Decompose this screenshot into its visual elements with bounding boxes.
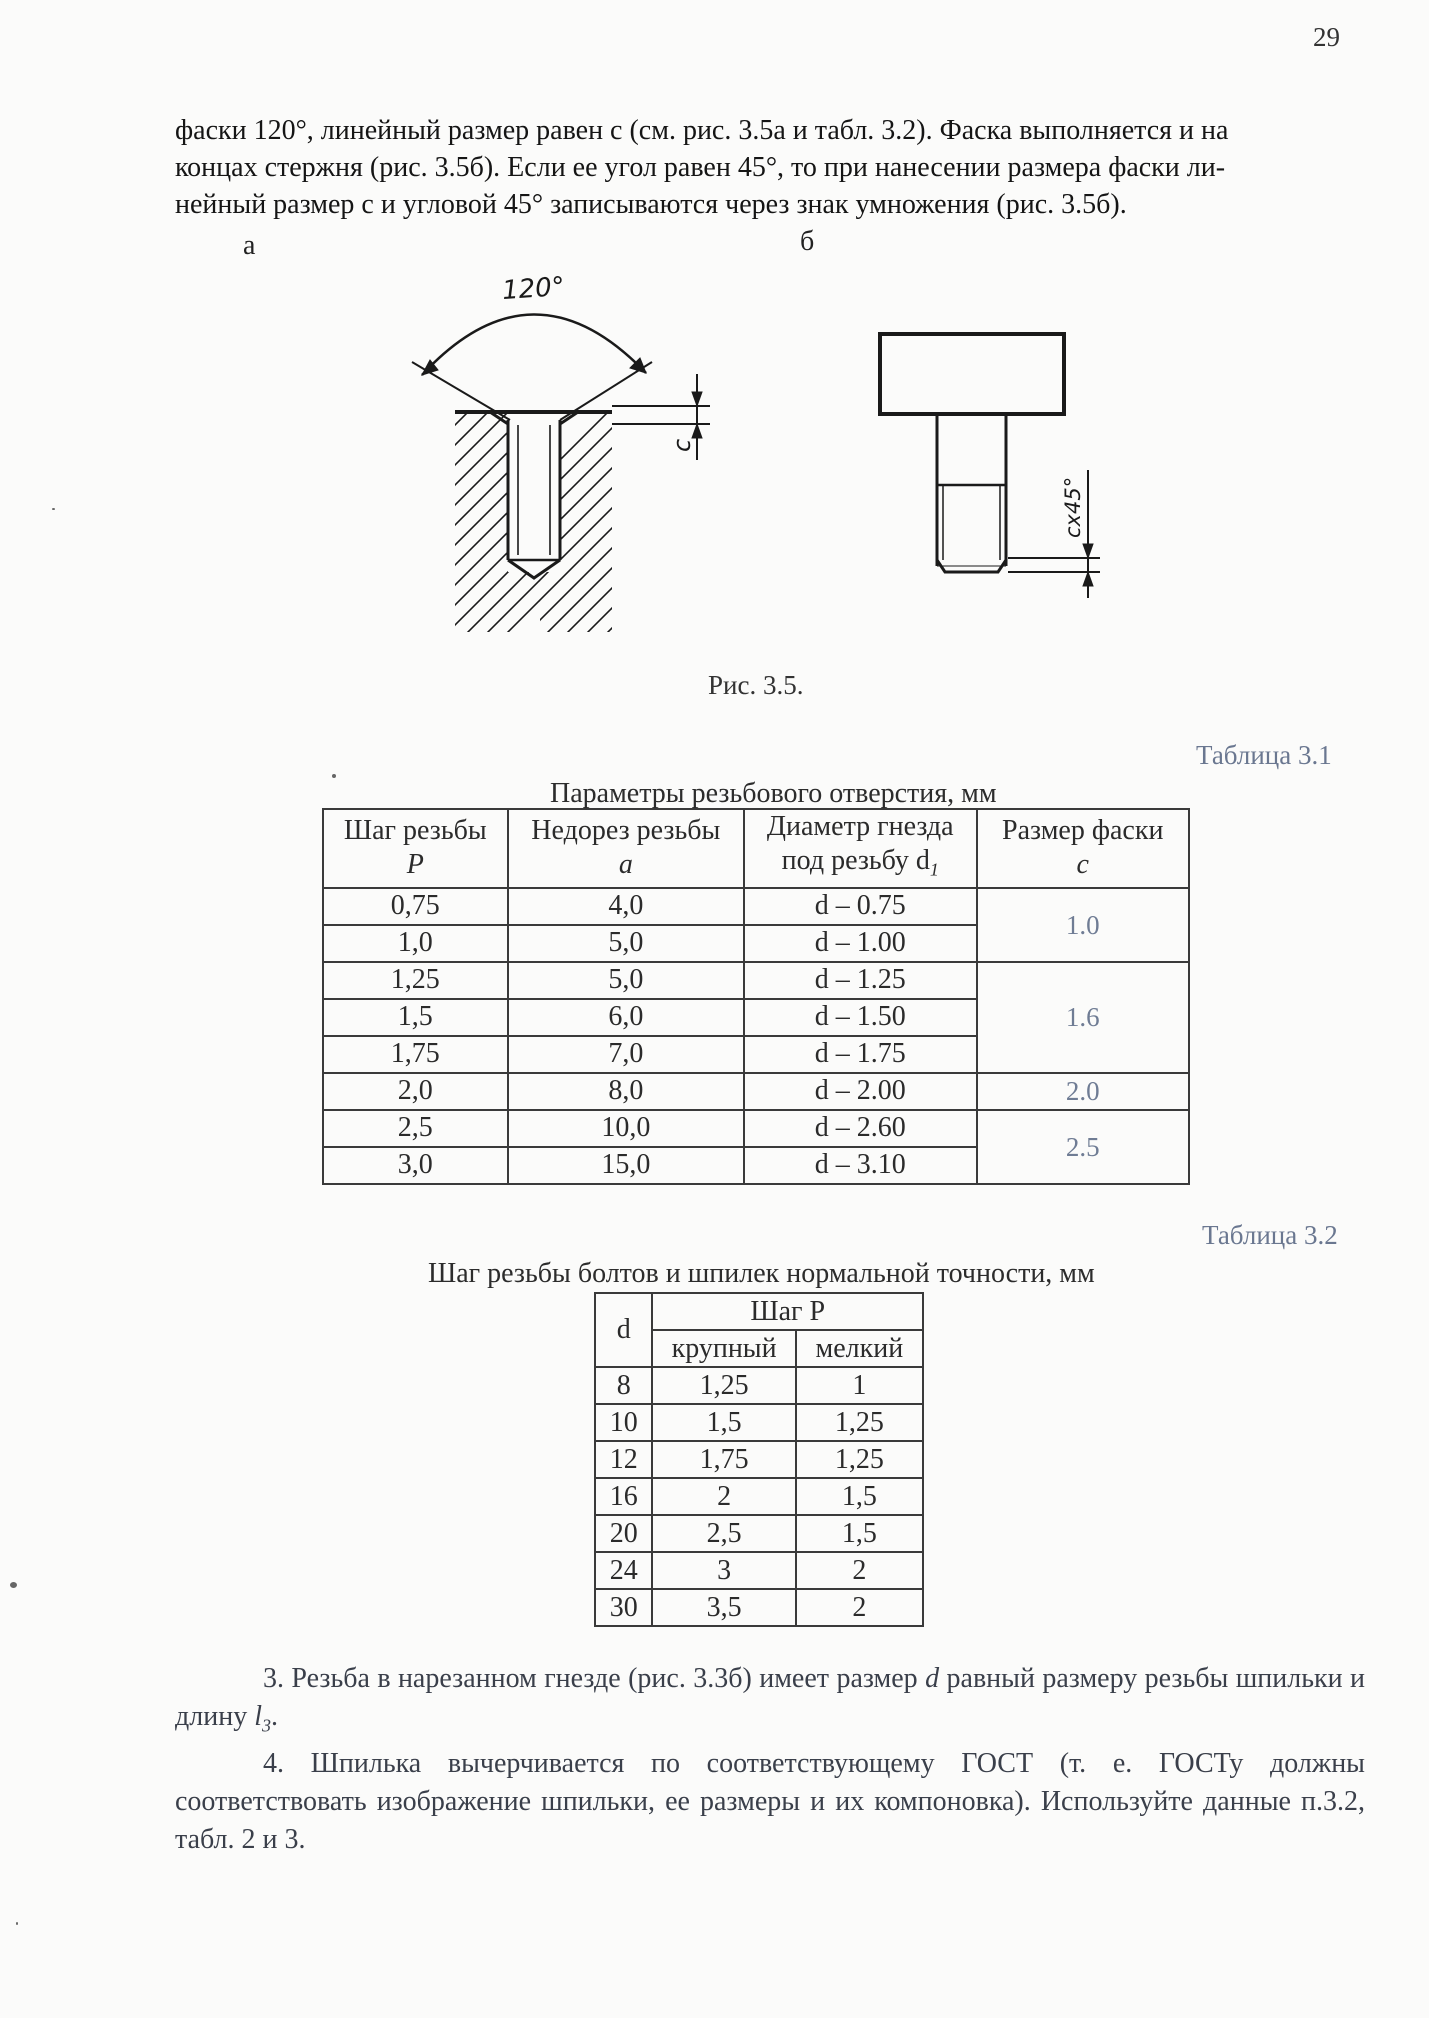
table-3-1-label: Таблица 3.1 bbox=[1196, 740, 1332, 770]
table-row: 24 3 2 bbox=[595, 1552, 923, 1589]
table-row: 2,5 10,0 d – 2.60 2.5 bbox=[323, 1110, 1189, 1147]
chamfer-cell: 2.5 bbox=[977, 1110, 1190, 1184]
table-3-1 bbox=[322, 808, 1190, 1185]
scan-speck bbox=[16, 1922, 18, 1925]
chamfer-cell: 1.0 bbox=[977, 888, 1190, 962]
figure-a-drawing bbox=[380, 260, 710, 700]
scan-speck bbox=[332, 774, 336, 778]
table-row: 20 2,5 1,5 bbox=[595, 1515, 923, 1552]
paragraph-4: 4. Шпилька вычерчивается по соответствующему ГОСТ (т. е. ГОСТу должны соответствовать изображение шпильки, ее размеры и их компоновка). Используйте данные п.3.2, табл. 2 и 3. bbox=[175, 1747, 1365, 1855]
figure-label-a: а bbox=[243, 230, 256, 261]
table-row: 1,25 5,0 d – 1.25 1.6 bbox=[323, 962, 1189, 999]
dimension-c-label: c bbox=[668, 438, 696, 452]
table-row: 1,0 5,0 d – 1.00 bbox=[323, 925, 1189, 962]
scan-speck bbox=[52, 508, 55, 510]
header-fine: мелкий bbox=[796, 1330, 923, 1367]
table-row: 3,0 15,0 d – 3.10 bbox=[323, 1147, 1189, 1184]
intro-line-1: фаски 120°, линейный размер равен с (см. рис. 3.5а и табл. 3.2). Фаска выполняется и на bbox=[175, 115, 1229, 146]
figure-caption: Рис. 3.5. bbox=[708, 670, 804, 700]
intro-line-3: нейный размер с и угловой 45° записываются через знак умножения (рис. 3.5б). bbox=[175, 189, 1127, 220]
intro-line-2: концах стержня (рис. 3.5б). Если ее угол равен 45°, то при нанесении размера фаски ли- bbox=[175, 152, 1226, 183]
header-hole-diameter: Диаметр гнезда под резьбу $d_1$ bbox=[744, 809, 976, 888]
table-row: 30 3,5 2 bbox=[595, 1589, 923, 1626]
table-3-2-title: Шаг резьбы болтов и шпилек нормальной точности, мм bbox=[428, 1258, 1095, 1289]
chamfer-cell: 1.6 bbox=[977, 962, 1190, 1073]
closing-paragraphs bbox=[175, 1660, 1365, 1859]
table-3-2 bbox=[594, 1292, 924, 1627]
table-row: 16 2 1,5 bbox=[595, 1478, 923, 1515]
header-step: Шаг P bbox=[652, 1293, 923, 1330]
dimension-cx45-label: cx45° bbox=[1061, 476, 1085, 538]
scan-speck bbox=[10, 1582, 17, 1588]
chamfer-cell: 2.0 bbox=[977, 1073, 1190, 1110]
header-coarse: крупный bbox=[652, 1330, 795, 1367]
header-chamfer: Размер фаски c bbox=[977, 809, 1190, 888]
table-row: 10 1,5 1,25 bbox=[595, 1404, 923, 1441]
header-d: d bbox=[595, 1293, 652, 1367]
table-3-2-label: Таблица 3.2 bbox=[1202, 1220, 1338, 1250]
figure-label-b: б bbox=[800, 226, 815, 257]
table-row: 2,0 8,0 d – 2.00 2.0 bbox=[323, 1073, 1189, 1110]
figure-3-5-drawing bbox=[0, 0, 1429, 700]
table-row: 0,75 4,0 d – 0.75 1.0 bbox=[323, 888, 1189, 925]
table-3-1-title: Параметры резьбового отверстия, мм bbox=[550, 778, 997, 809]
paragraph-3: 3. Резьба в нарезанном гнезде (рис. 3.3б) имеет размер d равный размеру резьбы шпильки и длину $l_3$. bbox=[175, 1663, 1366, 1736]
table-row: 12 1,75 1,25 bbox=[595, 1441, 923, 1478]
header-undercut: Недорез резьбы a bbox=[508, 809, 744, 888]
angle-120-label: 120° bbox=[501, 271, 566, 307]
figure-b-drawing bbox=[880, 334, 1100, 598]
table-row: 1,5 6,0 d – 1.50 bbox=[323, 999, 1189, 1036]
page-number: 29 bbox=[1313, 22, 1340, 52]
header-thread-pitch: Шаг резьбы P bbox=[323, 809, 508, 888]
table-row: 8 1,25 1 bbox=[595, 1367, 923, 1404]
table-row: 1,75 7,0 d – 1.75 bbox=[323, 1036, 1189, 1073]
